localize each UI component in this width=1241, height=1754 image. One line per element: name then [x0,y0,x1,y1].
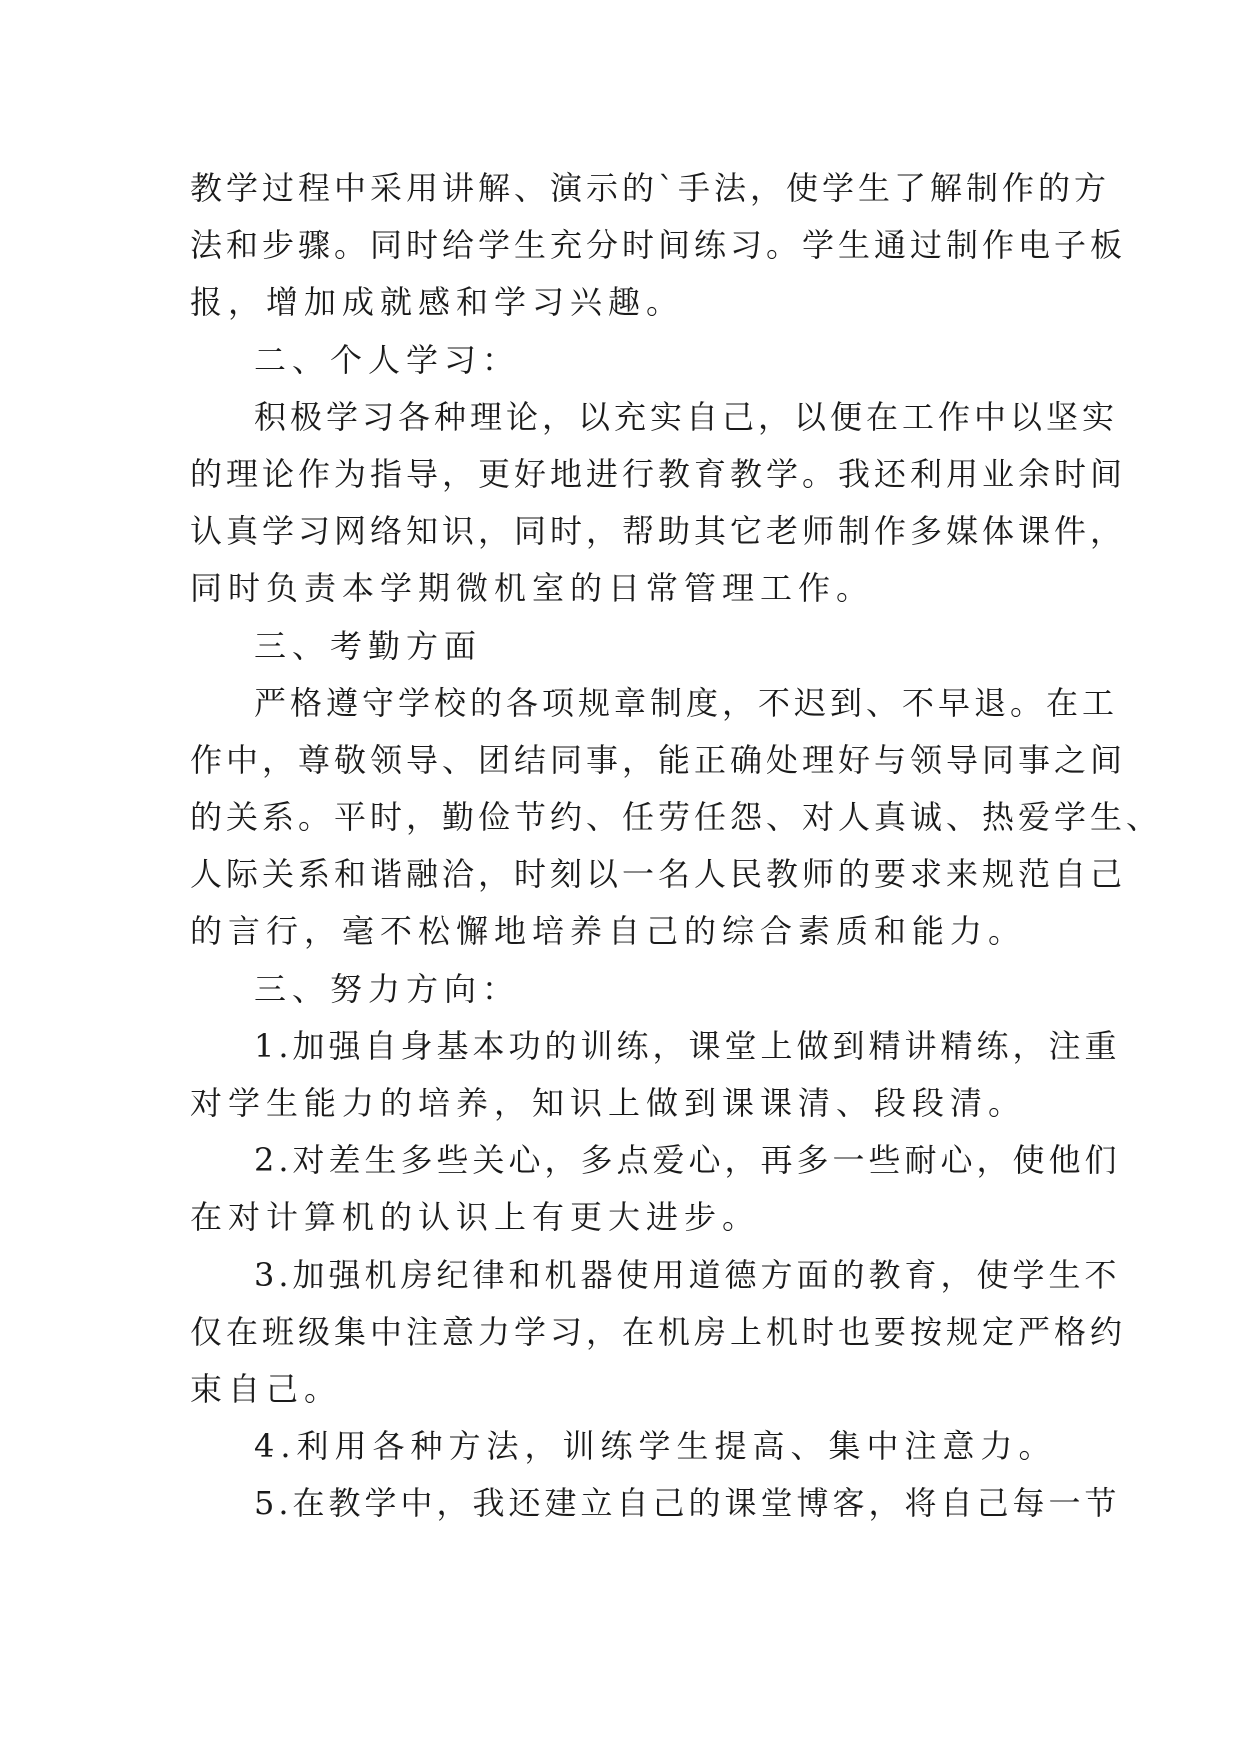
section-heading: 三、考勤方面 [254,626,483,665]
text-line: 的关系。平时，勤俭节约、任劳任怨、对人真诚、热爱学生、 [190,798,1163,837]
text-line: 仅在班级集中注意力学习，在机房上机时也要按规定严格约 [190,1312,1127,1351]
text-line: 认真学习网络知识，同时，帮助其它老师制作多媒体课件， [190,512,1127,551]
list-item: 5.在教学中，我还建立自己的课堂博客，将自己每一节 [254,1484,1121,1523]
text-line: 的言行，毫不松懈地培养自己的综合素质和能力。 [190,912,1027,951]
text-line: 的理论作为指导，更好地进行教育教学。我还利用业余时间 [190,454,1127,493]
text-line: 作中，尊敬领导、团结同事，能正确处理好与领导同事之间 [190,740,1127,779]
text-line: 法和步骤。同时给学生充分时间练习。学生通过制作电子板 [190,226,1127,265]
list-item: 1.加强自身基本功的训练，课堂上做到精讲精练，注重 [254,1026,1121,1065]
text-line: 人际关系和谐融洽，时刻以一名人民教师的要求来规范自己 [190,855,1127,894]
text-line: 同时负责本学期微机室的日常管理工作。 [190,569,875,608]
list-item: 3.加强机房纪律和机器使用道德方面的教育，使学生不 [254,1255,1121,1294]
text-line: 严格遵守学校的各项规章制度，不迟到、不早退。在工 [254,683,1119,722]
text-line: 对学生能力的培养，知识上做到课课清、段段清。 [190,1084,1027,1122]
section-heading: 三、努力方向： [254,969,521,1008]
text-line: 报，增加成就感和学习兴趣。 [190,283,685,322]
section-heading: 二、个人学习： [254,340,521,379]
body-text [190,160,1163,1533]
text-line: 教学过程中采用讲解、演示的`手法，使学生了解制作的方 [190,169,1111,207]
text-line: 积极学习各种理论，以充实自己，以便在工作中以坚实 [254,397,1119,436]
text-line: 在对计算机的认识上有更大进步。 [190,1198,761,1237]
list-item: 4.利用各种方法，训练学生提高、集中注意力。 [254,1427,1057,1466]
list-item: 2.对差生多些关心，多点爱心，再多一些耐心，使他们 [254,1141,1121,1180]
text-line: 束自己。 [190,1369,343,1408]
